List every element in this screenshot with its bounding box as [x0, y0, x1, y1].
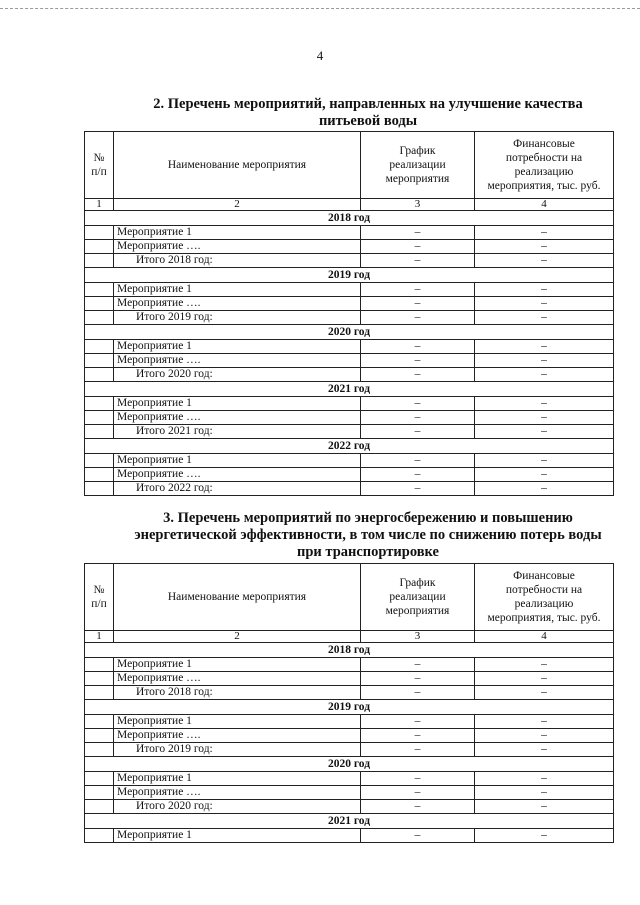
table-row — [85, 411, 614, 425]
schedule-cell: – — [361, 482, 475, 496]
header-number — [85, 132, 114, 199]
row-number-cell — [85, 411, 114, 425]
table-row — [85, 715, 614, 729]
column-number-cell: 1 — [85, 631, 114, 643]
header-schedule-line: График — [399, 145, 436, 157]
header-finance-line: Финансовые — [513, 570, 575, 582]
schedule-cell: – — [361, 354, 475, 368]
year-label: 2018 год — [85, 643, 614, 658]
total-row — [85, 686, 614, 700]
column-number-cell: 3 — [361, 631, 475, 643]
schedule-cell: – — [361, 686, 475, 700]
activity-name: Мероприятие …. — [114, 297, 361, 311]
section-2-heading-line-2: питьевой воды — [318, 113, 418, 129]
header-finance-line: Финансовые — [513, 138, 575, 150]
finance-cell: – — [475, 411, 614, 425]
table-row — [85, 772, 614, 786]
table-row — [85, 829, 614, 843]
table-row — [85, 786, 614, 800]
schedule-cell: – — [361, 340, 475, 354]
row-number-cell — [85, 686, 114, 700]
column-number-row — [85, 631, 614, 643]
year-label: 2020 год — [85, 757, 614, 772]
header-finance-line: реализацию — [514, 598, 574, 610]
header-schedule-line: График — [399, 577, 436, 589]
total-row — [85, 311, 614, 325]
activity-name: Мероприятие 1 — [114, 454, 361, 468]
schedule-cell: – — [361, 397, 475, 411]
total-label: Итого 2022 год: — [114, 482, 361, 496]
header-row — [85, 132, 614, 199]
column-number-cell: 4 — [475, 199, 614, 211]
activity-name: Мероприятие …. — [114, 354, 361, 368]
year-label: 2021 год — [85, 382, 614, 397]
table-row — [85, 226, 614, 240]
finance-cell: – — [475, 340, 614, 354]
section-2-heading-line-1: 2. Перечень мероприятий, направленных на улучшение качества — [153, 96, 583, 112]
schedule-cell: – — [361, 829, 475, 843]
section-2-table — [84, 131, 614, 496]
table-row — [85, 297, 614, 311]
finance-cell: – — [475, 254, 614, 268]
column-number-cell: 4 — [475, 631, 614, 643]
activity-name: Мероприятие 1 — [114, 829, 361, 843]
activity-name: Мероприятие 1 — [114, 397, 361, 411]
schedule-cell: – — [361, 454, 475, 468]
header-finance-line: мероприятия, тыс. руб. — [487, 180, 601, 192]
header-row — [85, 564, 614, 631]
total-row — [85, 425, 614, 439]
row-number-cell — [85, 240, 114, 254]
scan-top-edge — [0, 8, 640, 9]
schedule-cell: – — [361, 254, 475, 268]
row-number-cell — [85, 254, 114, 268]
header-finance-line: потребности на — [505, 584, 583, 596]
year-label: 2019 год — [85, 700, 614, 715]
table-row — [85, 397, 614, 411]
table-row — [85, 468, 614, 482]
table-row — [85, 340, 614, 354]
schedule-cell: – — [361, 425, 475, 439]
header-schedule-line: реализации — [389, 159, 446, 171]
year-label: 2018 год — [85, 211, 614, 226]
table-row — [85, 672, 614, 686]
table-row — [85, 658, 614, 672]
header-number — [85, 564, 114, 631]
column-number-cell: 2 — [114, 631, 361, 643]
header-finance-line: потребности на — [505, 152, 583, 164]
year-label: 2020 год — [85, 325, 614, 340]
activity-name: Мероприятие …. — [114, 729, 361, 743]
row-number-cell — [85, 425, 114, 439]
activity-name: Мероприятие 1 — [114, 283, 361, 297]
row-number-cell — [85, 800, 114, 814]
year-row — [85, 382, 614, 397]
row-number-cell — [85, 786, 114, 800]
total-label: Итого 2019 год: — [114, 743, 361, 757]
total-label: Итого 2021 год: — [114, 425, 361, 439]
total-label: Итого 2019 год: — [114, 311, 361, 325]
section-3-heading — [108, 510, 628, 561]
header-name: Наименование мероприятия — [114, 564, 361, 631]
schedule-cell: – — [361, 226, 475, 240]
section-3-table-body — [85, 564, 614, 843]
finance-cell: – — [475, 397, 614, 411]
header-number-line: п/п — [91, 166, 107, 178]
column-number-cell: 3 — [361, 199, 475, 211]
finance-cell: – — [475, 658, 614, 672]
schedule-cell: – — [361, 786, 475, 800]
total-label: Итого 2020 год: — [114, 800, 361, 814]
finance-cell: – — [475, 240, 614, 254]
finance-cell: – — [475, 226, 614, 240]
row-number-cell — [85, 829, 114, 843]
total-row — [85, 254, 614, 268]
row-number-cell — [85, 772, 114, 786]
total-row — [85, 800, 614, 814]
schedule-cell: – — [361, 800, 475, 814]
year-label: 2021 год — [85, 814, 614, 829]
header-schedule — [361, 564, 475, 631]
activity-name: Мероприятие 1 — [114, 226, 361, 240]
header-schedule-line: мероприятия — [385, 173, 450, 185]
finance-cell: – — [475, 772, 614, 786]
row-number-cell — [85, 454, 114, 468]
year-row — [85, 211, 614, 226]
year-label: 2019 год — [85, 268, 614, 283]
row-number-cell — [85, 468, 114, 482]
activity-name: Мероприятие …. — [114, 786, 361, 800]
finance-cell: – — [475, 468, 614, 482]
schedule-cell: – — [361, 240, 475, 254]
total-label: Итого 2018 год: — [114, 254, 361, 268]
finance-cell: – — [475, 829, 614, 843]
row-number-cell — [85, 283, 114, 297]
schedule-cell: – — [361, 311, 475, 325]
finance-cell: – — [475, 743, 614, 757]
column-number-row — [85, 199, 614, 211]
header-finance-line: реализацию — [514, 166, 574, 178]
table-row — [85, 454, 614, 468]
total-row — [85, 368, 614, 382]
finance-cell: – — [475, 686, 614, 700]
year-row — [85, 814, 614, 829]
row-number-cell — [85, 311, 114, 325]
row-number-cell — [85, 354, 114, 368]
table-row — [85, 354, 614, 368]
finance-cell: – — [475, 354, 614, 368]
table-row — [85, 283, 614, 297]
year-row — [85, 700, 614, 715]
header-finance — [475, 564, 614, 631]
section-3-heading-line-2: энергетической эффективности, в том числе по снижению потерь воды — [134, 527, 602, 543]
schedule-cell: – — [361, 368, 475, 382]
finance-cell: – — [475, 482, 614, 496]
year-row — [85, 268, 614, 283]
column-number-cell: 2 — [114, 199, 361, 211]
schedule-cell: – — [361, 772, 475, 786]
finance-cell: – — [475, 729, 614, 743]
finance-cell: – — [475, 800, 614, 814]
header-schedule — [361, 132, 475, 199]
row-number-cell — [85, 672, 114, 686]
finance-cell: – — [475, 311, 614, 325]
page-number: 4 — [316, 48, 324, 63]
row-number-cell — [85, 658, 114, 672]
row-number-cell — [85, 743, 114, 757]
header-number-line: № — [93, 584, 105, 596]
finance-cell: – — [475, 715, 614, 729]
activity-name: Мероприятие 1 — [114, 340, 361, 354]
schedule-cell: – — [361, 729, 475, 743]
activity-name: Мероприятие …. — [114, 411, 361, 425]
header-number-line: № — [93, 152, 105, 164]
year-row — [85, 439, 614, 454]
schedule-cell: – — [361, 743, 475, 757]
table-row — [85, 729, 614, 743]
total-row — [85, 482, 614, 496]
activity-name: Мероприятие …. — [114, 468, 361, 482]
row-number-cell — [85, 397, 114, 411]
section-3-heading-line-3: при транспортировке — [297, 544, 439, 560]
finance-cell: – — [475, 425, 614, 439]
year-row — [85, 757, 614, 772]
total-label: Итого 2020 год: — [114, 368, 361, 382]
schedule-cell: – — [361, 672, 475, 686]
activity-name: Мероприятие …. — [114, 672, 361, 686]
schedule-cell: – — [361, 468, 475, 482]
finance-cell: – — [475, 786, 614, 800]
table-row — [85, 240, 614, 254]
activity-name: Мероприятие …. — [114, 240, 361, 254]
row-number-cell — [85, 340, 114, 354]
row-number-cell — [85, 226, 114, 240]
row-number-cell — [85, 729, 114, 743]
header-finance-line: мероприятия, тыс. руб. — [487, 612, 601, 624]
section-3-table — [84, 563, 614, 843]
finance-cell: – — [475, 368, 614, 382]
total-label: Итого 2018 год: — [114, 686, 361, 700]
row-number-cell — [85, 368, 114, 382]
row-number-cell — [85, 715, 114, 729]
section-3-heading-line-1: 3. Перечень мероприятий по энергосбережению и повышению — [163, 510, 573, 526]
finance-cell: – — [475, 297, 614, 311]
schedule-cell: – — [361, 297, 475, 311]
schedule-cell: – — [361, 715, 475, 729]
schedule-cell: – — [361, 411, 475, 425]
activity-name: Мероприятие 1 — [114, 658, 361, 672]
header-name: Наименование мероприятия — [114, 132, 361, 199]
year-label: 2022 год — [85, 439, 614, 454]
activity-name: Мероприятие 1 — [114, 772, 361, 786]
schedule-cell: – — [361, 283, 475, 297]
finance-cell: – — [475, 672, 614, 686]
row-number-cell — [85, 297, 114, 311]
activity-name: Мероприятие 1 — [114, 715, 361, 729]
year-row — [85, 325, 614, 340]
finance-cell: – — [475, 454, 614, 468]
section-2-heading — [108, 96, 628, 130]
schedule-cell: – — [361, 658, 475, 672]
header-schedule-line: реализации — [389, 591, 446, 603]
total-row — [85, 743, 614, 757]
section-2-table-body — [85, 132, 614, 496]
column-number-cell: 1 — [85, 199, 114, 211]
header-schedule-line: мероприятия — [385, 605, 450, 617]
year-row — [85, 643, 614, 658]
header-number-line: п/п — [91, 598, 107, 610]
row-number-cell — [85, 482, 114, 496]
header-finance — [475, 132, 614, 199]
finance-cell: – — [475, 283, 614, 297]
